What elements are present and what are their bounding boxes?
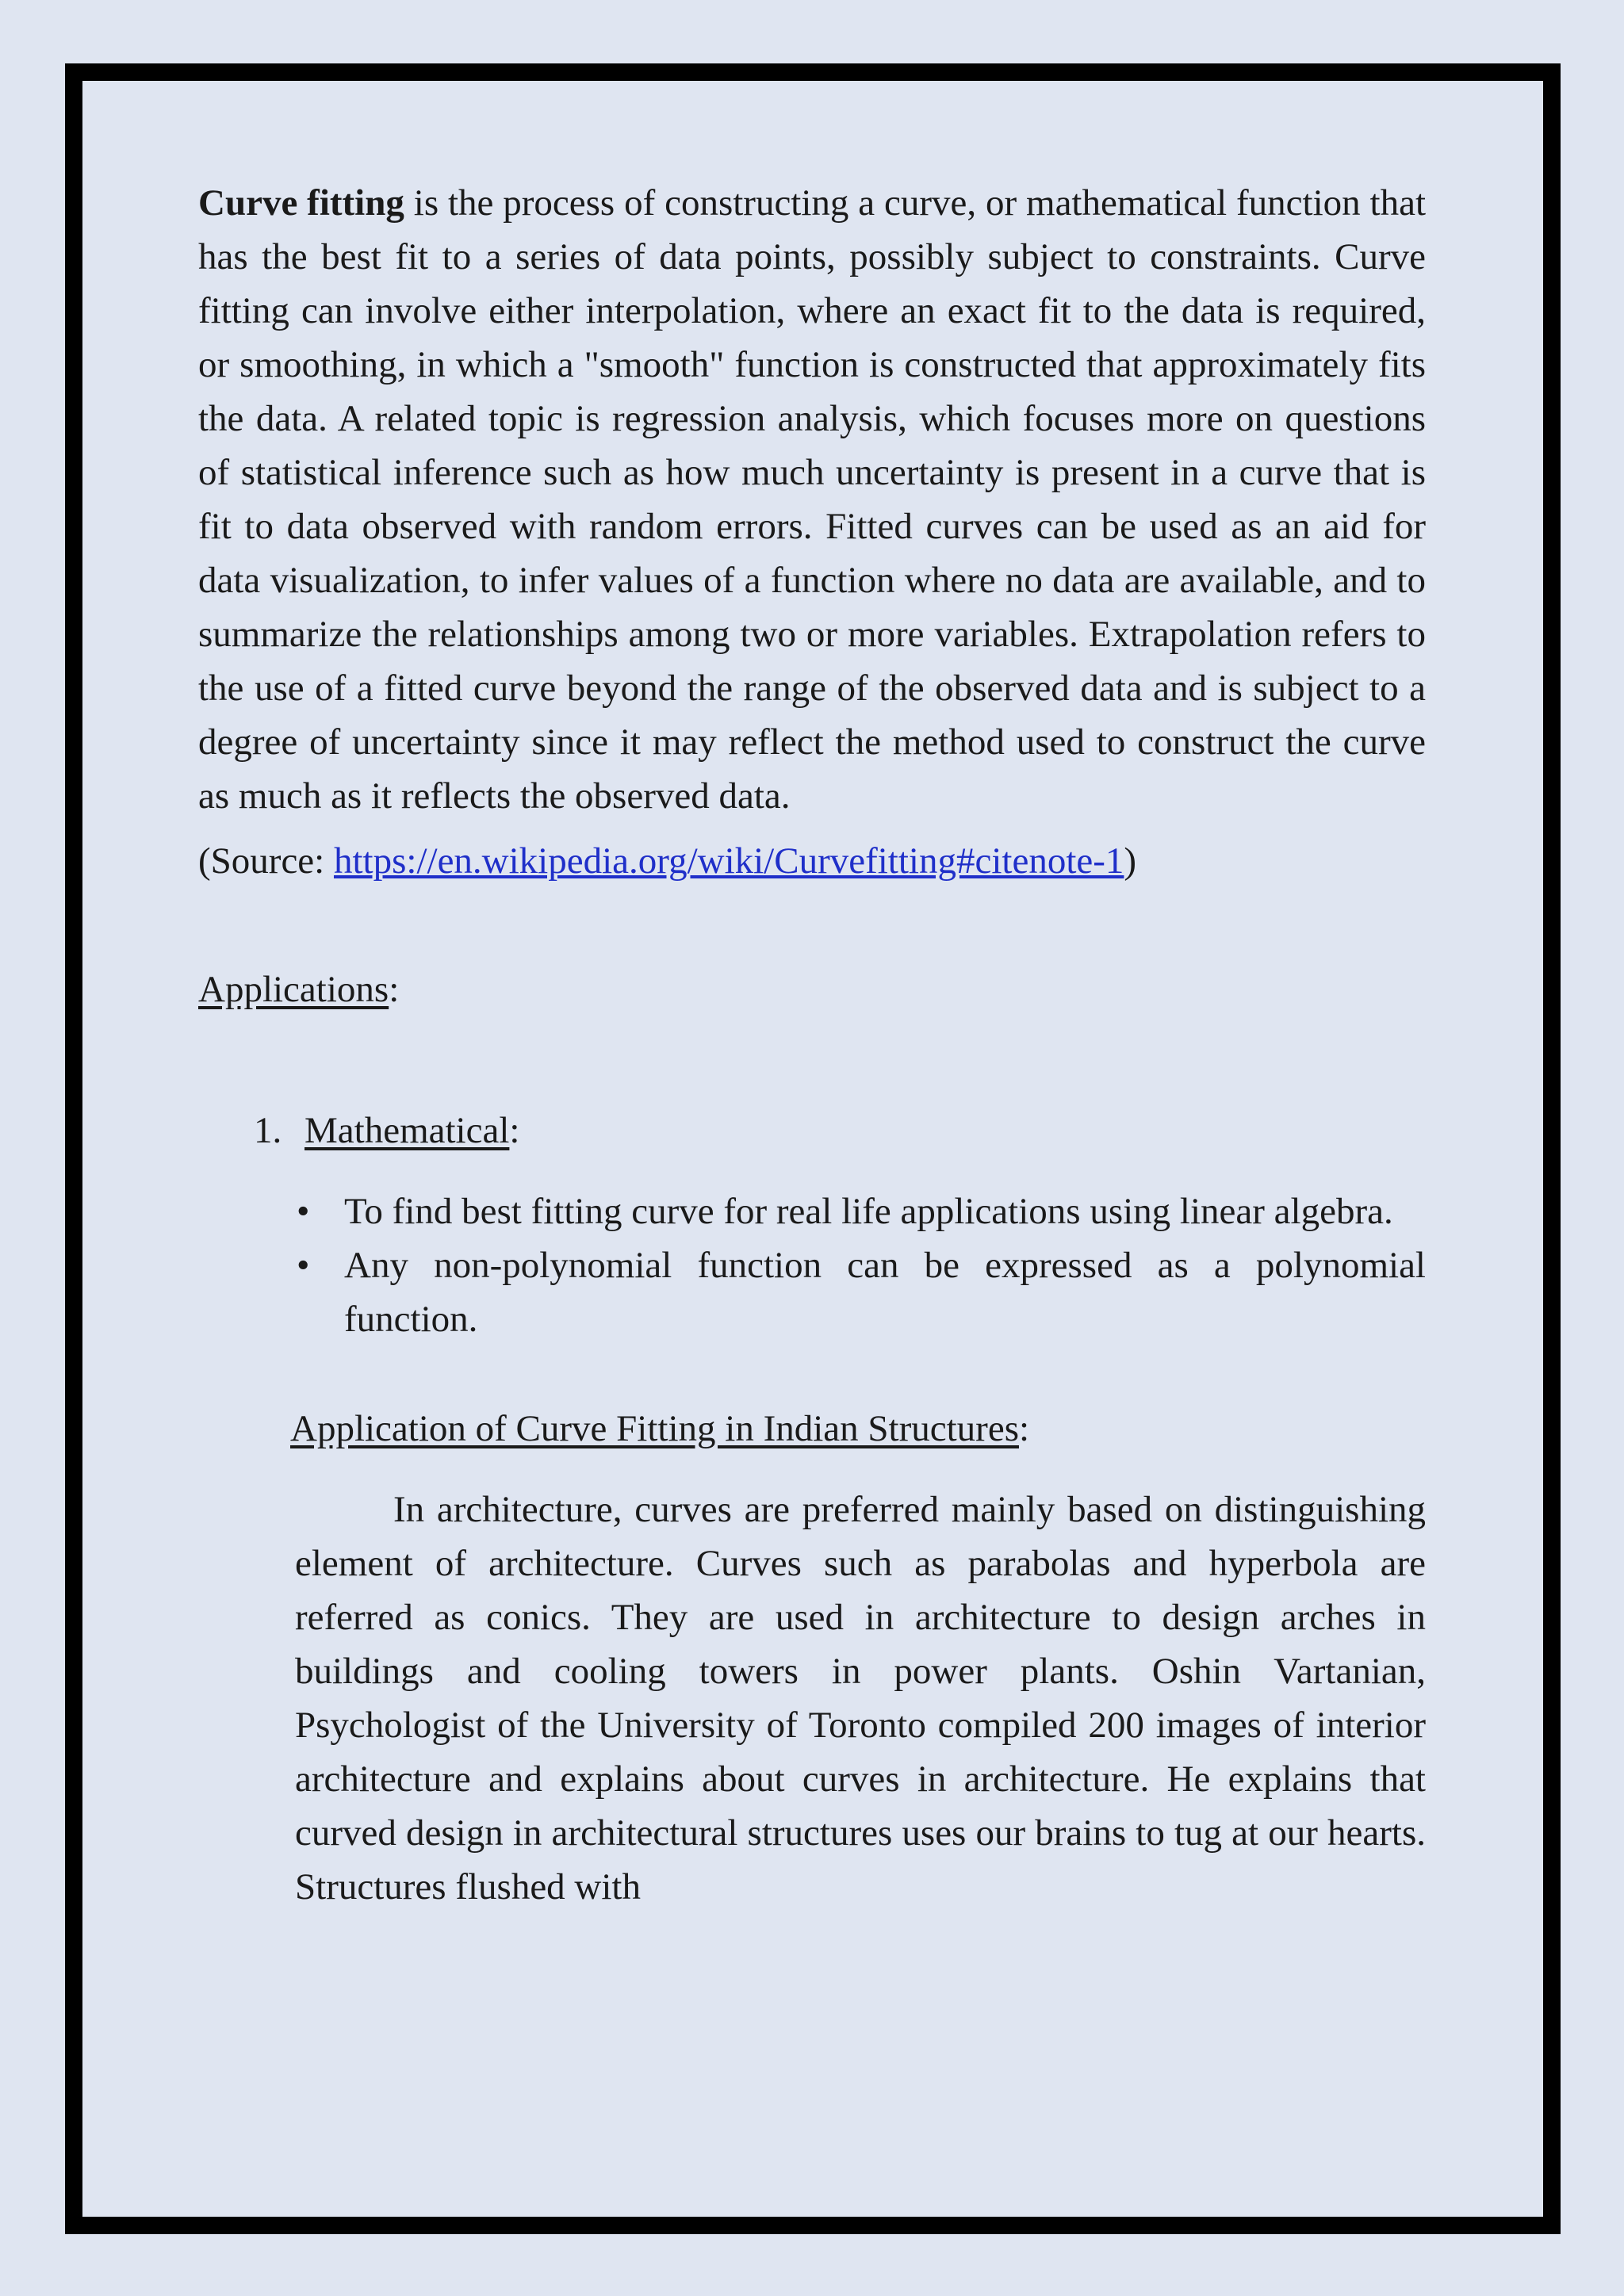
- bullet-list: [198, 1184, 1426, 1346]
- bullet-text: To find best fitting curve for real life applications using linear algebra.: [344, 1191, 1393, 1232]
- indian-structures-heading-text: Application of Curve Fitting in Indian Structures: [290, 1408, 1019, 1449]
- source-prefix: (Source:: [198, 840, 334, 882]
- intro-text: is the process of constructing a curve, or mathematical function that has the best fit to a series of data points, possibly subject to constraints. Curve fitting can involve either interpolation, where an exact fit to the data is required, or smoothing, in which a "smooth" function is constructed that approximately fits the data. A related topic is regression analysis, which focuses more on questions of statistical inference such as how much uncertainty is present in a curve that is fit to data observed with random errors. Fitted curves can be used as an aid for data visualization, to infer values of a function where no data are available, and to summarize the relationships among two or more variables. Extrapolation refers to the use of a fitted curve beyond the range of the observed data and is subject to a degree of uncertainty since it may reflect the method used to construct the curve as much as it reflects the observed data.: [198, 182, 1427, 817]
- numbered-item-number: 1.: [254, 1110, 282, 1151]
- source-suffix: ): [1124, 840, 1137, 882]
- source-citation: [198, 834, 1426, 888]
- intro-term: Curve fitting: [198, 182, 404, 224]
- indian-structures-heading-colon: :: [1018, 1408, 1030, 1449]
- intro-paragraph: [198, 176, 1426, 823]
- source-link[interactable]: https://en.wikipedia.org/wiki/Curvefitting#citenote-1: [333, 840, 1124, 882]
- list-item: [297, 1184, 1426, 1238]
- numbered-item-colon: :: [509, 1110, 520, 1151]
- indian-structures-heading: [290, 1402, 1426, 1456]
- applications-heading-text: Applications: [198, 969, 389, 1010]
- indian-structures-paragraph: In architecture, curves are preferred mainly based on distinguishing element of architecture. Curves such as parabolas and hyperbola are referred as conics. They are used in architecture to design arches in buildings and cooling towers in power plants. Oshin Vartanian, Psychologist of the University of Toronto compiled 200 images of interior architecture and explains about curves in architecture. He explains that curved design in architectural structures uses our brains to tug at our hearts. Structures flushed with: [295, 1489, 1426, 1908]
- applications-heading: [198, 962, 1426, 1016]
- numbered-item-title: Mathematical: [304, 1110, 510, 1151]
- applications-heading-colon: :: [389, 969, 400, 1010]
- bullet-icon: •: [297, 1245, 310, 1286]
- document-body: [198, 176, 1426, 1914]
- bullet-icon: •: [297, 1191, 310, 1232]
- list-item: [297, 1238, 1426, 1346]
- numbered-item-mathematical: [254, 1104, 1426, 1158]
- bullet-text: Any non-polynomial function can be expressed as a polynomial function.: [344, 1245, 1426, 1340]
